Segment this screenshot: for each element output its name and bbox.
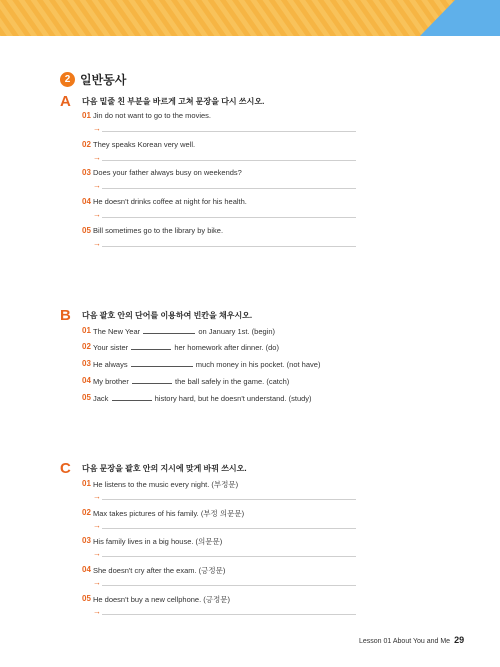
section-title: 일반동사	[80, 73, 127, 87]
section-header	[60, 71, 126, 88]
arrow-icon: →	[93, 607, 101, 616]
item-text: He doesn't buy a new cellphone. (긍정문)	[93, 595, 230, 604]
answer-line[interactable]	[102, 614, 356, 615]
text-before-blank: The New Year	[93, 327, 141, 336]
item-text: Bill sometimes go to the library by bike.	[93, 226, 224, 235]
text-before-blank: Your sister	[93, 343, 129, 352]
fill-blank[interactable]	[131, 342, 171, 350]
item-number: 05	[82, 594, 91, 603]
item-text	[93, 326, 275, 336]
item-number: 02	[82, 342, 91, 351]
answer-line[interactable]	[102, 217, 356, 218]
fill-blank[interactable]	[132, 376, 172, 384]
item-text: He doesn't drinks coffee at night for his health.	[93, 197, 247, 206]
text-after-blank: the ball safely in the game. (catch)	[175, 377, 290, 386]
text-before-blank: He always	[93, 360, 128, 369]
section-number-badge: 2	[60, 72, 75, 87]
arrow-icon: →	[93, 153, 101, 162]
answer-line[interactable]	[102, 528, 356, 529]
page-number: 29	[454, 635, 465, 645]
arrow-icon: →	[93, 210, 101, 219]
answer-line[interactable]	[102, 131, 356, 132]
item-number: 04	[82, 197, 91, 206]
item-text: Jin do not want to go to the movies.	[93, 111, 211, 120]
fill-blank[interactable]	[143, 326, 195, 334]
item-text: He listens to the music every night. (부정문)	[93, 480, 239, 489]
item-text: She doesn't cry after the exam. (긍정문)	[93, 566, 226, 575]
answer-line[interactable]	[102, 499, 356, 500]
text-before-blank: My brother	[93, 377, 129, 386]
part-instruction: 다음 괄호 안의 단어를 이용하여 빈칸을 채우시오.	[82, 311, 253, 320]
answer-line[interactable]	[102, 585, 356, 586]
item-number: 02	[82, 140, 91, 149]
arrow-icon: →	[93, 549, 101, 558]
item-number: 03	[82, 536, 91, 545]
part-letter: A	[60, 93, 71, 110]
fill-blank[interactable]	[112, 393, 152, 401]
part-letter: C	[60, 460, 71, 477]
item-number: 04	[82, 565, 91, 574]
item-text: They speaks Korean very well.	[93, 140, 196, 149]
part-instruction: 다음 문장을 괄호 안의 지시에 맞게 바꿔 쓰시오.	[82, 464, 247, 473]
item-number: 05	[82, 226, 91, 235]
answer-line[interactable]	[102, 556, 356, 557]
item-number: 02	[82, 508, 91, 517]
arrow-icon: →	[93, 578, 101, 587]
text-after-blank: on January 1st. (begin)	[198, 327, 276, 336]
text-after-blank: her homework after dinner. (do)	[174, 343, 279, 352]
arrow-icon: →	[93, 181, 101, 190]
arrow-icon: →	[93, 521, 101, 530]
part-letter: B	[60, 307, 71, 324]
item-number: 03	[82, 359, 91, 368]
text-after-blank: much money in his pocket. (not have)	[195, 360, 321, 369]
item-text	[93, 393, 312, 403]
item-number: 03	[82, 168, 91, 177]
item-text	[93, 359, 320, 369]
lesson-label: Lesson 01 About You and Me	[359, 638, 451, 645]
answer-line[interactable]	[102, 188, 356, 189]
item-text: Does your father always busy on weekends?	[93, 168, 242, 177]
fill-blank[interactable]	[131, 359, 193, 367]
part-instruction: 다음 밑줄 친 부분을 바르게 고쳐 문장을 다시 쓰시오.	[82, 97, 265, 106]
arrow-icon: →	[93, 492, 101, 501]
item-text: His family lives in a big house. (의문문)	[93, 537, 223, 546]
text-after-blank: history hard, but he doesn't understand. (study)	[154, 394, 312, 403]
arrow-icon: →	[93, 124, 101, 133]
item-text	[93, 342, 279, 352]
page-footer	[359, 635, 464, 645]
item-number: 01	[82, 111, 91, 120]
arrow-icon: →	[93, 239, 101, 248]
item-number: 05	[82, 393, 91, 402]
item-text	[93, 376, 289, 386]
answer-line[interactable]	[102, 160, 356, 161]
answer-line[interactable]	[102, 246, 356, 247]
text-before-blank: Jack	[93, 394, 109, 403]
item-number: 04	[82, 376, 91, 385]
item-text: Max takes pictures of his family. (부정 의문문)	[93, 509, 245, 518]
item-number: 01	[82, 479, 91, 488]
header-banner	[0, 0, 500, 36]
item-number: 01	[82, 326, 91, 335]
